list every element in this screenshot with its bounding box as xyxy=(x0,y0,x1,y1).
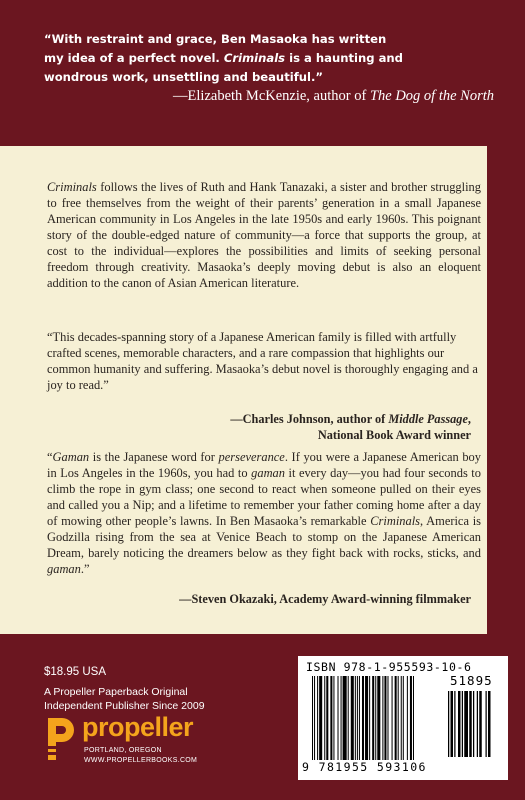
top-blurb-title: Criminals xyxy=(223,51,286,65)
top-blurb-line3: wondrous work, unsettling and beautiful.” xyxy=(44,70,324,84)
propeller-icon xyxy=(44,714,78,764)
top-blurb-attribution xyxy=(44,87,494,106)
okazaki-gaman-2: gaman xyxy=(251,466,285,480)
okazaki-criminals: Criminals xyxy=(370,514,421,528)
johnson-comma: , xyxy=(467,412,471,426)
okazaki-gaman-3: gaman xyxy=(47,562,81,576)
johnson-book: Middle Passage xyxy=(388,412,468,426)
isbn-label: ISBN 978-1-955593-10-6 xyxy=(306,660,472,674)
okazaki-seg2: . If you were a Japanese American boy in Los Angeles in the 1960s, you had to xyxy=(47,450,481,480)
quote-okazaki-attribution: —Steven Okazaki, Academy Award-winning filmmaker xyxy=(179,592,471,606)
okazaki-perseverance: perseverance xyxy=(218,450,285,464)
quote-johnson: “This decades-spanning story of a Japanese American family is filled with artfully crafted scenes, memorable characters, and a rare compassion that highlights our common humanity and suffering. Masaoka’s debut novel is thoroughly engaging and a joy to read.” xyxy=(47,330,478,392)
publisher-info xyxy=(44,666,205,713)
addon-barcode-bars xyxy=(448,691,500,761)
top-blurb-line1: “With restraint and grace, Ben Masaoka has written xyxy=(44,32,387,46)
johnson-award: National Book Award winner xyxy=(317,428,471,442)
okazaki-gaman-1: Gaman xyxy=(52,450,90,464)
top-blurb-line2: my idea of a perfect novel. xyxy=(44,51,224,65)
quote-johnson-attribution xyxy=(37,411,471,443)
publisher-line1: A Propeller Paperback Original xyxy=(44,686,188,698)
description-text: follows the lives of Ruth and Hank Tanazaki, a sister and brother struggling to free themselves from the weight of their parents’ generation in a small Japanese American community in Los Angeles in the late 1950s and early 1960s. This poignant story of the double-edged nature of community—a force that supports the group, at cost to the individual—explores the possibilities and limits of seeking personal freedom through creativity. Masaoka’s deeply moving debut is also an eloquent addition to the canon of Asian American literature. xyxy=(47,180,481,290)
description-panel xyxy=(0,146,487,634)
okazaki-seg4: , America is Godzilla rising from the sea at Venice Beach to stomp on the Japanese American Dream, barely noticing the dreamers below as they fight back with rocks, sticks, and xyxy=(47,514,481,560)
top-blurb-book: The Dog of the North xyxy=(369,88,494,104)
okazaki-open-quote: “ xyxy=(47,450,53,464)
description-title: Criminals xyxy=(47,180,97,194)
description-paragraph xyxy=(47,179,481,291)
top-blurb-author: —Elizabeth McKenzie, author of xyxy=(173,88,370,104)
okazaki-seg5: .” xyxy=(80,562,90,576)
publisher-location: PORTLAND, OREGON xyxy=(84,747,162,754)
top-blurb xyxy=(44,30,494,106)
top-blurb-line2-after: is a haunting and xyxy=(285,51,403,65)
logo-wordmark: propeller xyxy=(82,712,194,742)
ean-barcode-bars xyxy=(312,676,440,764)
publisher-line2: Independent Publisher Since 2009 xyxy=(44,699,205,712)
barcode xyxy=(298,656,508,780)
quote-okazaki xyxy=(47,449,481,577)
johnson-author: —Charles Johnson, author of xyxy=(230,412,389,426)
price: $18.95 USA xyxy=(44,666,107,678)
publisher-website: WWW.PROPELLERBOOKS.COM xyxy=(84,757,198,764)
okazaki-seg3: it every day—you had four seconds to climb the rope in gym class; one second to react when someone pulled on their eyes and called you a Nip; and a lifetime to remember your father coming home after a day of mowing other people’s lawns. In Ben Masaoka’s remarkable xyxy=(47,466,481,528)
addon-number: 51895 xyxy=(450,673,493,688)
ean-number: 9 781955 593106 xyxy=(302,760,427,774)
okazaki-seg1: is the Japanese word for xyxy=(89,450,219,464)
logo-location xyxy=(84,746,197,766)
propeller-logo xyxy=(44,712,224,772)
